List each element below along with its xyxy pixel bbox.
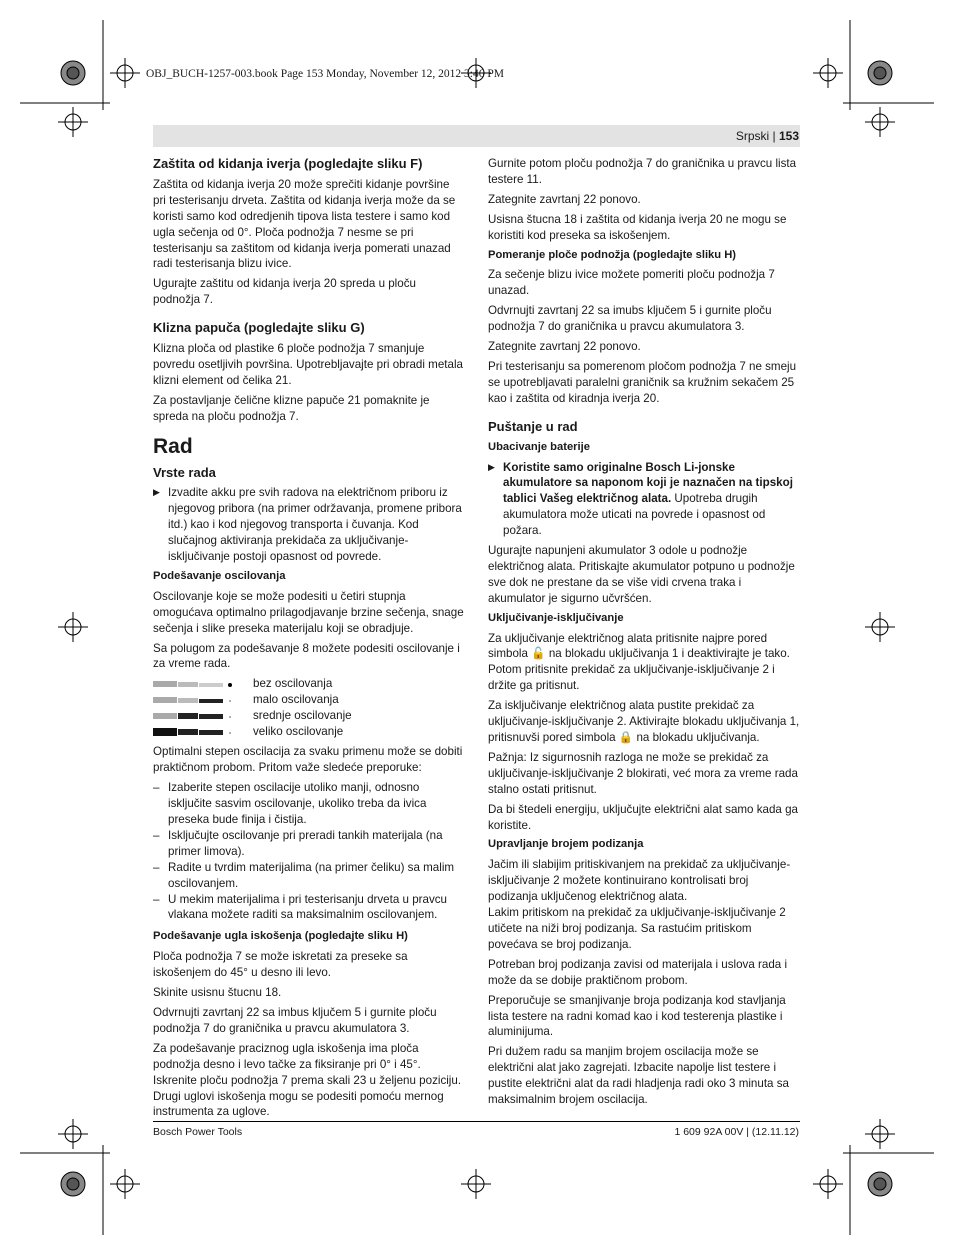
warning-bullet: [153, 485, 465, 565]
list-item-text: Isključujte oscilovanje pri preradi tankih materijala (na primer limova).: [168, 828, 443, 858]
paragraph: Skinite usisnu štucnu 18.: [153, 986, 282, 1000]
osc-label: malo oscilovanja: [253, 693, 339, 707]
paragraph: Ploča podnožja 7 se može iskretati za preseke sa iskošenjem do 45° u desno ili levo.: [153, 950, 408, 980]
paragraph: Jačim ili slabijim pritiskivanjem na prekidač za uključivanje-isključivanje 2 možete kontinuirano kontrolisati broj podizanja uključenog električnog alata.: [488, 858, 791, 904]
page-number: 153: [778, 129, 799, 143]
subsection-title: Podešavanje ugla iskošenja (pogledajte sliku H): [153, 930, 408, 943]
paragraph: Gurnite potom ploču podnožja 7 do graničnika u pravcu lista testere 11.: [488, 157, 797, 186]
job-line: OBJ_BUCH-1257-003.book Page 153 Monday, November 12, 2012 3:46 PM: [146, 68, 504, 80]
list-item: – Radite u tvrdim materijalima (na primer čeliku) sa malim oscilovanjem.: [153, 860, 455, 890]
subsection-title: Upravljanje brojem podizanja: [488, 838, 644, 851]
paragraph: Lakim pritiskom na prekidač za uključivanje-isključivanje 2 utičete na niži broj podizanja. Sa rastućim pritiskom povećava se broj podizanja.: [488, 906, 786, 951]
left-column: [153, 156, 465, 1124]
paragraph: Za podešavanje praciznog ugla iskošenja ima ploča podnožja desno i levo tačke za fiksiranje pri 0° i 45°. Iskrenite ploču podnožja 7 prema skali 23 u željenu poziciju. Drugi uglovi iskošenja mogu se podesiti pomoću mernog instrumenta za uglove.: [153, 1041, 462, 1119]
recommendation-list: [153, 780, 465, 923]
footer-brand: Bosch Power Tools: [153, 1126, 243, 1138]
footer-rule: [153, 1121, 800, 1122]
section-title: Zaštita od kidanja iverja (pogledajte sliku F): [153, 156, 423, 171]
list-item: – U mekim materijalima i pri testerisanju drveta u pravcu vlakana možete raditi sa maksimalnim oscilovanjem.: [153, 892, 447, 922]
list-item: – Isključujte oscilovanje pri preradi tankih materijala (na primer limova).: [153, 828, 443, 858]
paragraph: Klizna ploča od plastike 6 ploče podnožja 7 smanjuje povredu osetljivih površina. Upotrebljavajte pri obradi metala klizni element od čelika 21.: [153, 342, 463, 387]
paragraph: Za sečenje blizu ivice možete pomeriti ploču podnožja 7 unazad.: [488, 268, 775, 298]
paragraph: Sa polugom za podešavanje 8 možete podesiti oscilovanje i za vreme rada.: [153, 641, 460, 671]
osc-label: srednje oscilovanje: [253, 709, 352, 723]
subsection-title: Podešavanje oscilovanja: [153, 569, 286, 582]
paragraph: Potreban broj podizanja zavisi od materijala i uslova rada i može da se dobije praktičnom probom.: [488, 957, 788, 987]
header-language: Srpski: [735, 129, 770, 143]
bullet-text: Upotreba drugih akumulatora može uticati na povrede i opasnost od požara.: [503, 492, 766, 538]
osc-label: veliko oscilovanje: [253, 725, 344, 739]
paragraph: Optimalni stepen oscilacija za svaku primenu može se dobiti praktičnom probom. Pritom važe sledeće preporuke:: [153, 745, 463, 775]
bullet-triangle-icon: ▶: [153, 487, 160, 498]
list-item-text: Radite u tvrdim materijalima (na primer čeliku) sa malim oscilovanjem.: [168, 860, 455, 890]
osc-level-1-icon: [153, 695, 233, 705]
bullet-triangle-icon: ▶: [488, 461, 495, 472]
osc-level-row: [153, 692, 465, 708]
paragraph: Za uključivanje električnog alata pritisnite najpre pored simbola 🔓 na blokadu uključivanja 1 i deaktivirajte je tako. Potom pritisnite prekidač za uključivanje-isključivanje 2 i držite ga pritisnut.: [488, 631, 790, 693]
oscillation-legend: [153, 676, 465, 740]
right-column: [488, 156, 800, 1112]
footer-doc-number: 1 609 92A 00V | (12.11.12): [674, 1126, 799, 1138]
subsection-title: Uključivanje-isključivanje: [488, 611, 624, 624]
osc-level-0-icon: [153, 679, 233, 689]
page-header: Srpski | 153: [735, 129, 799, 143]
paragraph: Preporučuje se smanjivanje broja podizanja kod stavljanja lista testere na radni komad kao i kod testerenja plastike i aluminijuma.: [488, 993, 786, 1039]
paragraph: Zategnite zavrtanj 22 ponovo.: [488, 340, 641, 354]
osc-level-3-icon: [153, 727, 233, 737]
paragraph: Ugurajte napunjeni akumulator 3 odole u podnožje električnog alata. Pritiskajte akumulator potpuno u podnožje sve dok ne prestane da se više vidi crvena traka i akumulator je sigurno učvršćen.: [488, 544, 795, 605]
section-title: Vrste rada: [153, 464, 216, 480]
bullet-text-bold: Koristite samo originalne Bosch Li-jonske akumulatore sa naponom koji je naznačen na tipskoj tablici Vašeg električnog alata.: [503, 460, 793, 506]
subsection-title: Ubacivanje baterije: [488, 440, 590, 453]
header-bar: [153, 125, 800, 147]
list-item-text: Izaberite stepen oscilacije utoliko manji, odnosno isključite sasvim oscilovanje, ukoliko treba da ivica preseka bude finija i čistija.: [168, 781, 427, 826]
osc-level-row: [153, 724, 465, 740]
osc-label: bez oscilovanja: [253, 677, 333, 691]
bullet-text: Izvadite akku pre svih radova na električnom priboru iz njegovog pribora (na primer održavanja, promene pribora itd.) kao i kod njegovog transporta i čuvanja. Kod slučajnog aktiviranja prekidača za uključivanje-isključivanje postoji opasnost od povrede.: [168, 486, 462, 564]
paragraph: Za postavljanje čelične klizne papuče 21 pomaknite je spreda na ploču podnožja 7.: [153, 393, 430, 423]
paragraph: Pri dužem radu sa manjim brojem oscilacija može se električni alat jako zagrejati. Izbacite napolje list testere i pustite električni alat da radi hladjenja radi oko 3 minuta sa maksimalnim brojem oscilacija.: [488, 1045, 789, 1107]
paragraph: Da bi štedeli energiju, uključujte električni alat samo kada ga koristite.: [488, 802, 798, 832]
paragraph: Zaštita od kidanja iverja 20 može sprečiti kidanje površine pri testerisanju drveta. Zaštita od kidanja iverja može da se koristi samo kod odredjenih tipova lista testere i samo kod ugla sečenja od 0°. Ploča podnožja 7 nesme se pri testerisanju sa zaštitom od kidanja iverja pomerati unazad radi testerisanja blizu ivice.: [153, 177, 456, 271]
osc-level-2-icon: [153, 711, 233, 721]
paragraph: Odvrnujti zavrtanj 22 sa imubs ključem 5 i gurnite ploču podnožja 7 do graničnika u pravcu akumulatora 3.: [488, 304, 772, 334]
subsection-title: Pomeranje ploče podnožja (pogledajte sliku H): [488, 248, 737, 261]
paragraph: Usisna štucna 18 i zaštita od kidanja iverja 20 ne mogu se koristiti kod preseka sa iskošenjem.: [488, 212, 787, 242]
paragraph: Odvrnujti zavrtanj 22 sa imbus ključem 5 i gurnite ploču podnožja 7 do graničnika u pravcu akumulatora 3.: [153, 1005, 437, 1035]
section-title: Klizna papuča (pogledajte sliku G): [153, 320, 365, 336]
chapter-title: Rad: [153, 434, 193, 458]
osc-level-row: [153, 708, 465, 724]
list-item-text: U mekim materijalima i pri testerisanju drveta u pravcu vlakana možete raditi sa maksimalnim oscilovanjem.: [168, 892, 447, 922]
paragraph: Za isključivanje električnog alata pustite prekidač za uključivanje-isključivanje 2. Aktivirajte blokadu uključivanja 1, pritisnuvši pored simbola 🔒 na blokadu uključivanja.: [488, 699, 800, 744]
paragraph: Zategnite zavrtanj 22 ponovo.: [488, 192, 641, 206]
list-item: – Izaberite stepen oscilacije utoliko manji, odnosno isključite sasvim oscilovanje, ukoliko treba da ivica preseka bude finija i čistija.: [153, 781, 427, 826]
paragraph: Pažnja: Iz sigurnosnih razloga ne može se prekidač za uključivanje-isključivanje 2 blokirati, već mora za vreme rada stalno ostati pritisnut.: [488, 750, 798, 796]
paragraph: Pri testerisanju sa pomerenom pločom podnožja 7 ne smeju se upotrebljavati paralelni graničnik sa kružnim sekačem 25 kao i zaštita od kiradnja iverja 20.: [488, 359, 797, 405]
warning-bullet: [488, 460, 800, 540]
paragraph: Ugurajte zaštitu od kidanja iverja 20 spreda u ploču podnožja 7.: [153, 277, 416, 307]
section-title: Puštanje u rad: [488, 418, 578, 434]
paragraph: Oscilovanje koje se može podesiti u četiri stupnja omogućava optimalno prilagodjavanje brzine sečenja, snage sečenja i slike preseka materijalu koji se obradjuje.: [153, 589, 464, 635]
osc-level-row: [153, 676, 465, 692]
